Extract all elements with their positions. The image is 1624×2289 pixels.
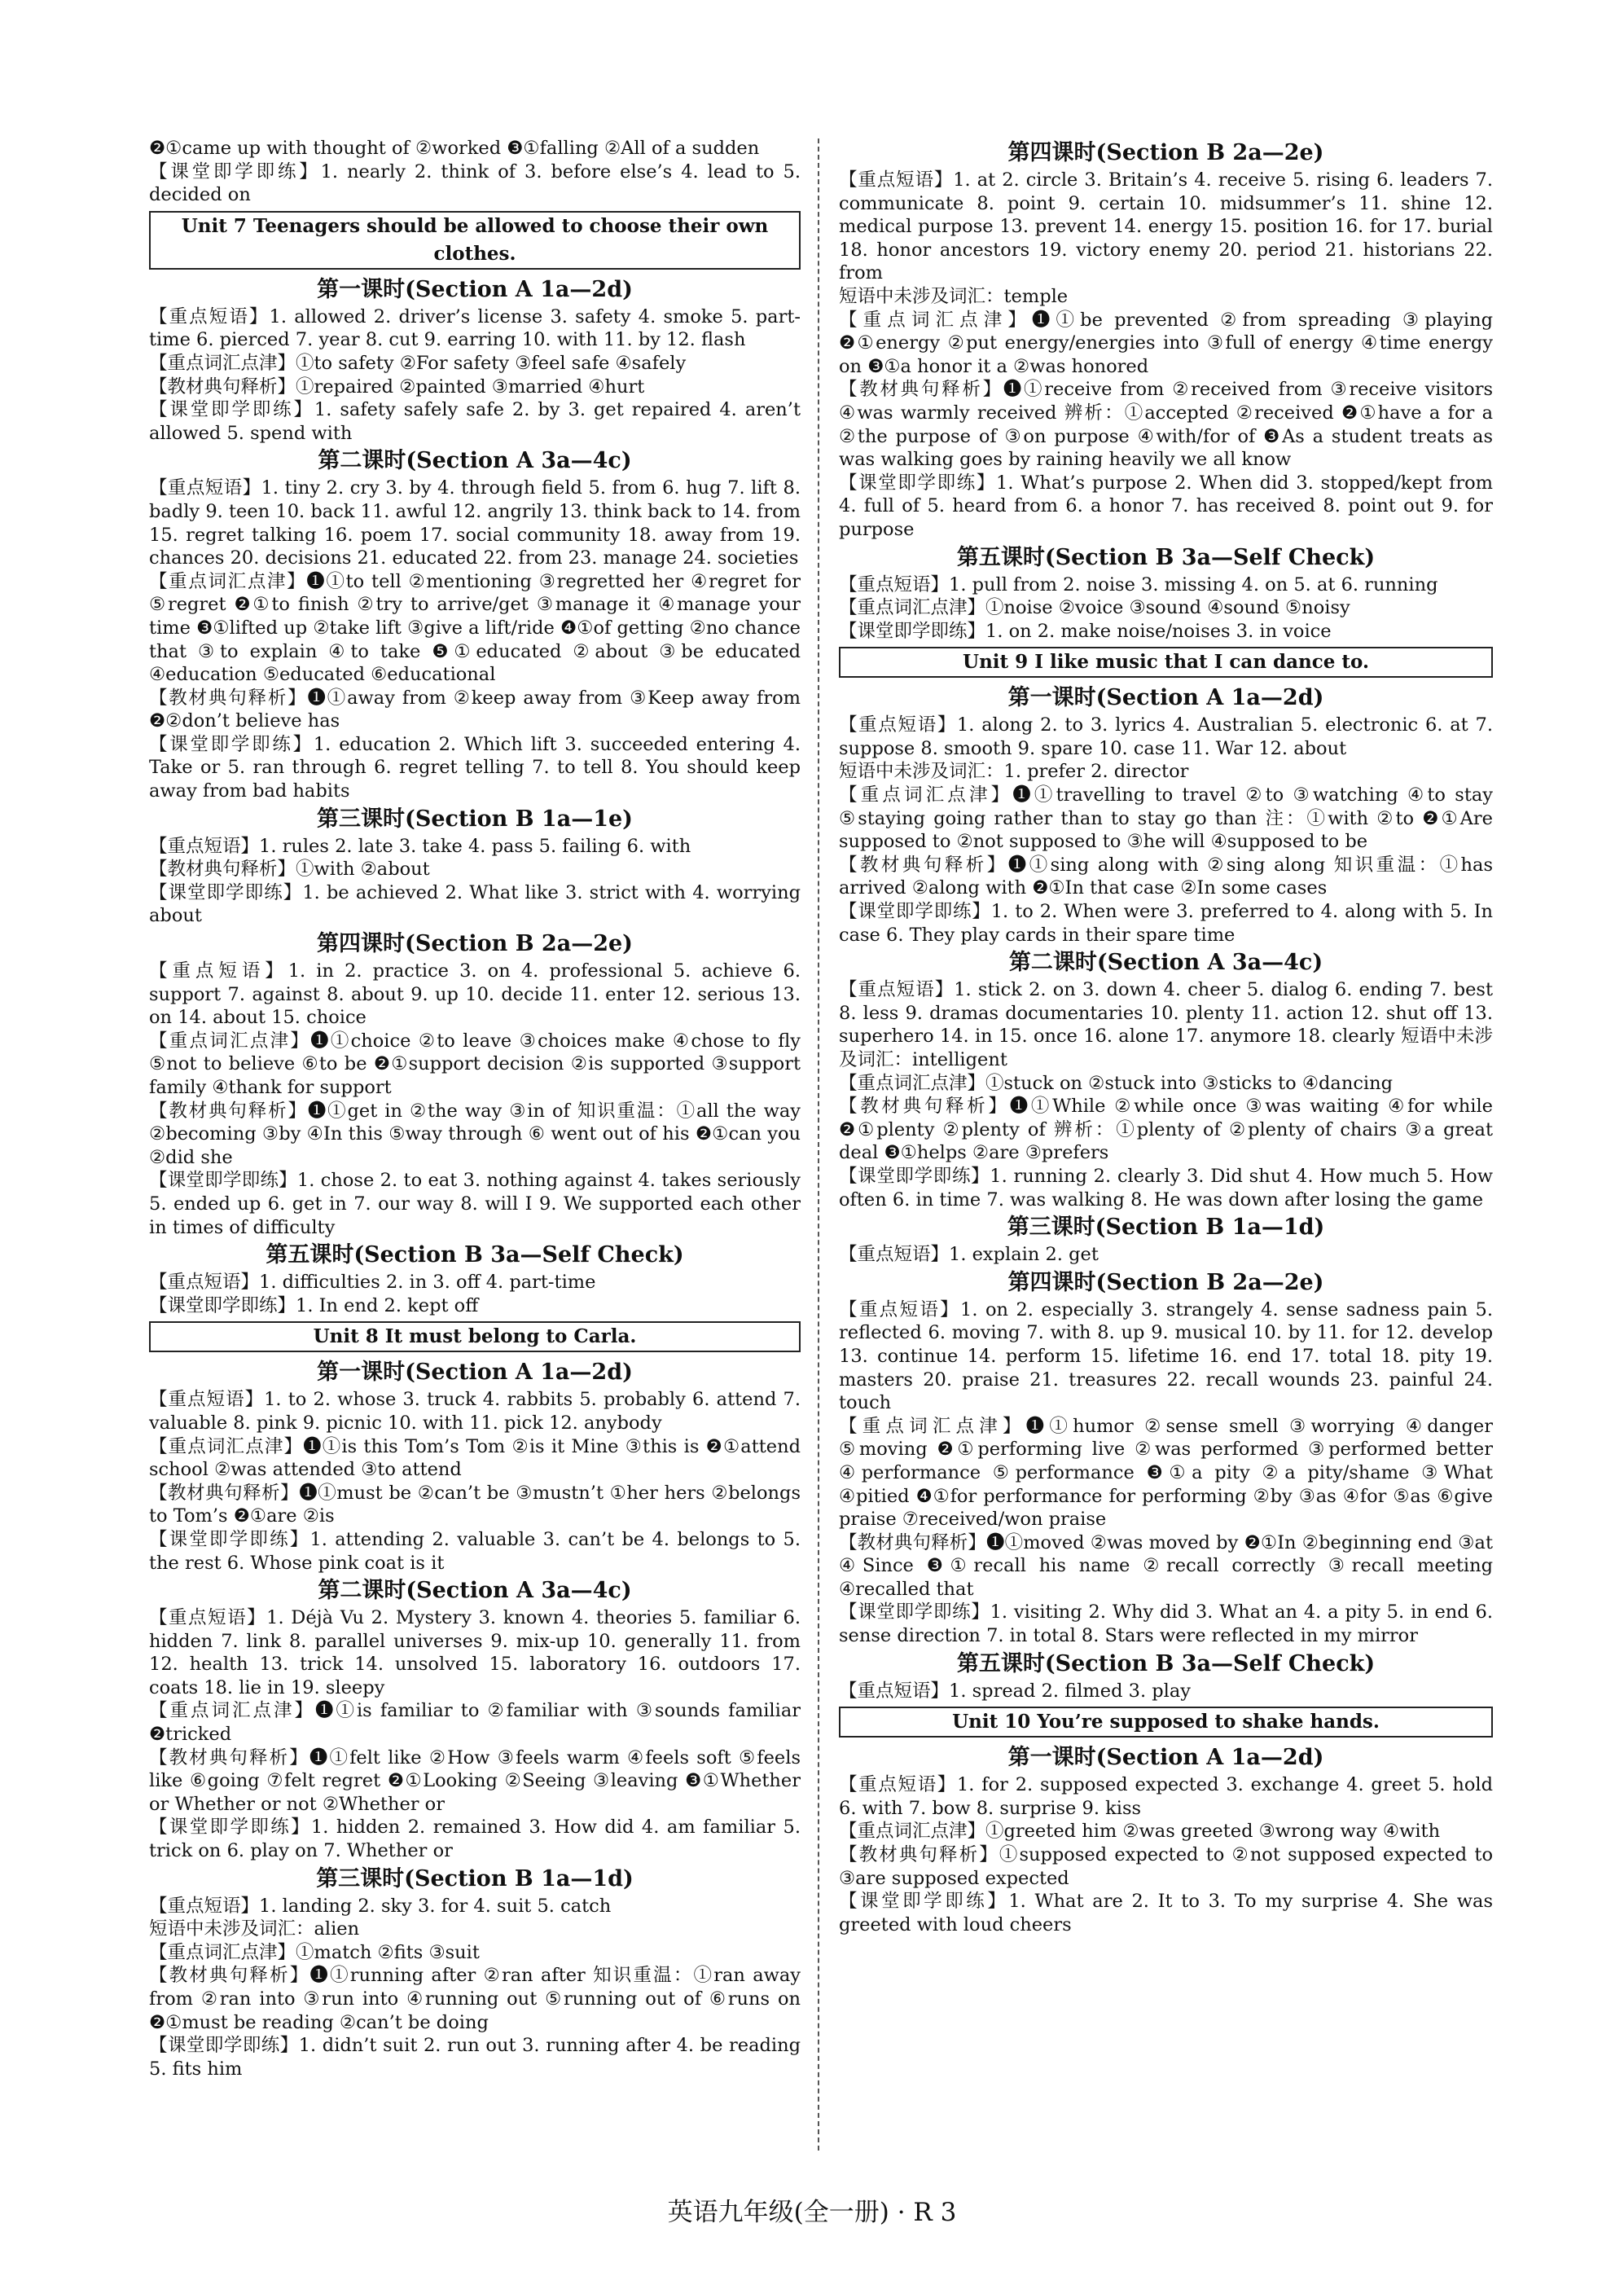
answer-paragraph: 【重点短语】1. tiny 2. cry 3. by 4. through field 5. from 6. hug 7. lift 8. badly 9. teen 10. back 11. awful 12. angrily 13. think back to 14. from 15. regret talking 16. poem 17. social community 18. away from 19. chances 20. decisions 21. educated 22. from 23. manage 24. societies [149, 477, 801, 569]
answer-paragraph: 【课堂即学即练】1. nearly 2. think of 3. before else’s 4. lead to 5. decided on [149, 160, 801, 206]
unit-title: Unit 9 I like music that I can dance to. [839, 647, 1493, 678]
answer-paragraph: 【重点词汇点津】①noise ②voice ③sound ④sound ⑤noisy [839, 597, 1350, 619]
answer-paragraph: 【重点短语】1. in 2. practice 3. on 4. professional 5. achieve 6. support 7. against 8. about 9. up 10. decide 11. enter 12. serious 13. on 14. about 15. choice [149, 960, 801, 1029]
answer-paragraph: 【教材典句释析】①supposed expected to ②not supposed expected to ③are supposed expected [839, 1844, 1493, 1889]
answer-paragraph: 【课堂即学即练】1. safety safely safe 2. by 3. get repaired 4. aren’t allowed 5. spend with [149, 399, 801, 444]
answer-paragraph: 【重点短语】1. for 2. supposed expected 3. exchange 4. greet 5. hold 6. with 7. bow 8. surprise 9. kiss [839, 1774, 1493, 1819]
answer-paragraph: 【重点短语】1. on 2. especially 3. strangely 4. sense sadness pain 5. reflected 6. moving 7. with 8. up 9. musical 10. by 11. for 12. develop 13. continue 14. perform 15. lifetime 16. end 17. total 18. pity 19. masters 20. praise 21. treasures 22. recall wounds 23. painful 24. touch [839, 1298, 1493, 1414]
answer-paragraph: 【重点短语】1. rules 2. late 3. take 4. pass 5. failing 6. with [149, 835, 691, 857]
answer-paragraph: 【重点词汇点津】❶①humor ②sense smell ③worrying ④danger ⑤moving ❷①performing live ②was performed ③performed better ④performance ⑤performance ❸①a pity ②a pity/shame ③What ④pitied ❹①for performance for performing ②by ③as ④for ⑤as ⑥give praise ⑦received/won praise [839, 1415, 1493, 1531]
answer-paragraph: 【课堂即学即练】1. attending 2. valuable 3. can’t be 4. belongs to 5. the rest 6. Whose pink coat is it [149, 1528, 801, 1574]
right-column [839, 137, 1493, 1936]
answer-paragraph: 【重点短语】1. at 2. circle 3. Britain’s 4. receive 5. rising 6. leaders 7. communicate 8. point 9. certain 10. midsummer’s 11. shine 12. medical purpose 13. prevent 14. energy 15. position 16. for 17. burial 18. honor ancestors 19. victory enemy 20. period 21. historians 22. from [839, 169, 1493, 284]
answer-paragraph: 【课堂即学即练】1. didn’t suit 2. run out 3. running after 4. be reading 5. fits him [149, 2035, 801, 2080]
lesson-heading: 第四课时(Section B 2a—2e) [1007, 1269, 1324, 1295]
answer-paragraph: 【教材典句释析】❶①felt like ②How ③feels warm ④feels soft ⑤feels like ⑥going ⑦felt regret ❷①Looking ②Seeing ③leaving ❸①Whether or Whether or not ②Whether or [149, 1746, 801, 1815]
answer-paragraph: 【重点词汇点津】❶①travelling to travel ②to ③watching ④to stay ⑤staying going rather than to stay go than 注：①with ②to ❷①Are supposed to ②not supposed to ③he will ④supposed to be [839, 784, 1493, 853]
lesson-heading: 第三课时(Section B 1a—1d) [316, 1865, 634, 1891]
answer-paragraph: 【重点短语】1. spread 2. filmed 3. play [839, 1680, 1191, 1702]
answer-paragraph: 【教材典句释析】❶①running after ②ran after 知识重温：①ran away from ②ran into ③run into ④running out ⑤running out of ⑥runs on ❷①must be reading ②can’t be doing [149, 1965, 801, 2033]
answer-paragraph: 【教材典句释析】①repaired ②painted ③married ④hurt [149, 376, 645, 398]
page-footer: 英语九年级(全一册) · R 3 [667, 2198, 957, 2227]
answer-paragraph: 【重点短语】1. landing 2. sky 3. for 4. suit 5. catch [149, 1895, 612, 1917]
answer-paragraph: 【课堂即学即练】1. In end 2. kept off [149, 1294, 479, 1316]
answer-paragraph: 【课堂即学即练】1. be achieved 2. What like 3. strict with 4. worrying about [149, 881, 801, 927]
answer-paragraph: 【课堂即学即练】1. education 2. Which lift 3. succeeded entering 4. Take or 5. ran through 6. regret telling 7. to tell 8. You should keep away from bad habits [149, 733, 801, 802]
lesson-heading: 第二课时(Section A 3a—4c) [1008, 950, 1323, 976]
answer-paragraph: 【教材典句释析】①with ②about [149, 859, 430, 881]
unit-title: Unit 7 Teenagers should be allowed to choose their own clothes. [149, 211, 801, 270]
answer-paragraph: 【教材典句释析】❶①While ②while once ③was waiting ④for while ❷①plenty ②plenty of 辨析：①plenty of ②plenty of chairs ③a great deal ❸①helps ②are ③prefers [839, 1096, 1493, 1164]
answer-paragraph: 【重点短语】1. allowed 2. driver’s license 3. safety 4. smoke 5. part-time 6. pierced 7. year 8. cut 9. earring 10. with 11. by 12. flash [149, 305, 801, 351]
answer-paragraph: 【重点词汇点津】❶①be prevented ②from spreading ③playing ❷①energy ②put energy/energies into ③full of energy ④time energy on ❸①a honor it a ②was honored [839, 309, 1493, 377]
answer-paragraph: 短语中未涉及词汇：alien [149, 1918, 360, 1940]
column-divider [818, 138, 819, 2151]
answer-paragraph: 【教材典句释析】❶①moved ②was moved by ❷①In ②beginning end ③at ④Since ❸①recall his name ②recall correctly ③recall meeting ④recalled that [839, 1531, 1493, 1600]
answer-paragraph: 【重点词汇点津】❶①choice ②to leave ③choices make ④chose to fly ⑤not to believe ⑥to be ❷①support decision ②is supported ③support family ④thank for support [149, 1030, 801, 1098]
answer-paragraph: 【重点词汇点津】①stuck on ②stuck into ③sticks to ④dancing [839, 1072, 1394, 1094]
lesson-heading: 第五课时(Section B 3a—Self Check) [956, 1650, 1376, 1676]
answer-paragraph: 【重点短语】1. Déjà Vu 2. Mystery 3. known 4. theories 5. familiar 6. hidden 7. link 8. parallel universes 9. mix-up 10. generally 11. from 12. health 13. trick 14. unsolved 15. laboratory 16. outdoors 17. coats 18. lie in 19. sleepy [149, 1607, 801, 1698]
answer-paragraph: 【课堂即学即练】1. What’s purpose 2. When did 3. stopped/kept from 4. full of 5. heard from 6. a honor 7. has received 8. point out 9. for purpose [839, 472, 1493, 540]
answer-paragraph: 【课堂即学即练】1. to 2. When were 3. preferred to 4. along with 5. In case 6. They play cards in their spare time [839, 901, 1493, 946]
answer-paragraph: 短语中未涉及词汇：temple [839, 285, 1069, 307]
answer-paragraph: 【重点短语】1. explain 2. get [839, 1244, 1099, 1266]
unit-title: Unit 8 It must belong to Carla. [149, 1321, 801, 1352]
answer-paragraph: 【重点短语】1. difficulties 2. in 3. off 4. part-time [149, 1272, 596, 1294]
answer-paragraph: 【重点短语】1. stick 2. on 3. down 4. cheer 5. dialog 6. ending 7. best 8. less 9. dramas documentaries 10. plenty 11. action 12. shut off 13. superhero 14. in 15. once 16. alone 17. anymore 18. clearly 短语中未涉及词汇：intelligent [839, 979, 1493, 1070]
lesson-heading: 第三课时(Section B 1a—1e) [317, 806, 633, 832]
lesson-heading: 第五课时(Section B 3a—Self Check) [956, 544, 1376, 570]
left-column [149, 137, 801, 2080]
answer-paragraph: 【课堂即学即练】1. What are 2. It to 3. To my surprise 4. She was greeted with loud cheers [839, 1891, 1493, 1935]
answer-paragraph: 【教材典句释析】❶①must be ②can’t be ③mustn’t ①her hers ②belongs to Tom’s ❷①are ②is [149, 1482, 801, 1527]
lesson-heading: 第一课时(Section A 1a—2d) [1007, 685, 1324, 711]
answer-paragraph: 【教材典句释析】❶①get in ②the way ③in of 知识重温：①all the way ②becoming ③by ④In this ⑤way through ⑥ went out of his ❷①can you ②did she [149, 1100, 801, 1168]
answer-paragraph: 【重点词汇点津】❶①is this Tom’s Tom ②is it Mine ③this is ❷①attend school ②was attended ③to attend [149, 1435, 801, 1481]
lesson-heading: 第四课时(Section B 2a—2e) [1007, 140, 1324, 165]
lesson-heading: 第三课时(Section B 1a—1d) [1007, 1215, 1325, 1241]
answer-paragraph: 【课堂即学即练】1. on 2. make noise/noises 3. in voice [839, 620, 1332, 642]
answer-paragraph: 【教材典句释析】❶①away from ②keep away from ③Keep away from ❷②don’t believe has [149, 687, 801, 732]
answer-paragraph: 【重点词汇点津】❶①is familiar to ②familiar with ③sounds familiar ❷tricked [149, 1700, 801, 1746]
unit-title: Unit 10 You’re supposed to shake hands. [839, 1707, 1493, 1738]
answer-paragraph: 【重点词汇点津】①to safety ②For safety ③feel safe ④safely [149, 352, 687, 374]
answer-paragraph: 【课堂即学即练】1. hidden 2. remained 3. How did 4. am familiar 5. trick on 6. play on 7. Whether or [149, 1817, 801, 1862]
answer-paragraph: 【重点短语】1. pull from 2. noise 3. missing 4. on 5. at 6. running [839, 573, 1438, 595]
answer-paragraph: 【重点词汇点津】①match ②fits ③suit [149, 1941, 480, 1963]
answer-paragraph: 【重点词汇点津】❶①to tell ②mentioning ③regretted her ④regret for ⑤regret ❷①to finish ②try to arrive/get ③manage it ④manage your time ❸①lifted up ②take lift ③give a lift/ride ❹①of getting ②no chance that ③to explain ④to take ❺①educated ②about ③be educated ④education ⑤educated ⑥educational [149, 570, 801, 686]
lesson-heading: 第五课时(Section B 3a—Self Check) [266, 1242, 684, 1268]
answer-paragraph: 【课堂即学即练】1. visiting 2. Why did 3. What an 4. a pity 5. in end 6. sense direction 7. in total 8. Stars were reflected in my mirror [839, 1601, 1493, 1647]
answer-paragraph: 短语中未涉及词汇：1. prefer 2. director [839, 761, 1189, 783]
answer-paragraph: 【课堂即学即练】1. running 2. clearly 3. Did shut 4. How much 5. How often 6. in time 7. was walking 8. He was down after losing the game [839, 1165, 1493, 1210]
answer-paragraph: 【课堂即学即练】1. chose 2. to eat 3. nothing against 4. takes seriously 5. ended up 6. get in 7. our way 8. will I 9. We supported each other in times of difficulty [149, 1170, 801, 1238]
answer-paragraph: 【重点短语】1. to 2. whose 3. truck 4. rabbits 5. probably 6. attend 7. valuable 8. pink 9. picnic 10. with 11. pick 12. anybody [149, 1389, 801, 1434]
lesson-heading: 第二课时(Section A 3a—4c) [318, 448, 632, 474]
answer-paragraph: 【重点短语】1. along 2. to 3. lyrics 4. Australian 5. electronic 6. at 7. suppose 8. smooth 9. spare 10. case 11. War 12. about [839, 714, 1493, 759]
answer-paragraph: 【重点词汇点津】①greeted him ②was greeted ③wrong way ④with [839, 1821, 1441, 1843]
lesson-heading: 第四课时(Section B 2a—2e) [317, 931, 633, 957]
lesson-heading: 第一课时(Section A 1a—2d) [317, 276, 633, 302]
answer-paragraph: 【教材典句释析】❶①receive from ②received from ③receive visitors ④was warmly received 辨析：①accepted ②received ❷①have a for a ②the purpose of ③on purpose ④with/for of ❸As a student treats as was walking goes by raining heavily we all know [839, 379, 1493, 471]
lesson-heading: 第一课时(Section A 1a—2d) [317, 1360, 633, 1386]
lesson-heading: 第一课时(Section A 1a—2d) [1007, 1745, 1324, 1771]
answer-paragraph: 【教材典句释析】❶①sing along with ②sing along 知识重温：①has arrived ②along with ❷①In that case ②In some cases [839, 854, 1493, 899]
lesson-heading: 第二课时(Section A 3a—4c) [318, 1578, 632, 1604]
answer-paragraph: ❷①came up with thought of ②worked ❸①falling ②All of a sudden [149, 138, 760, 159]
